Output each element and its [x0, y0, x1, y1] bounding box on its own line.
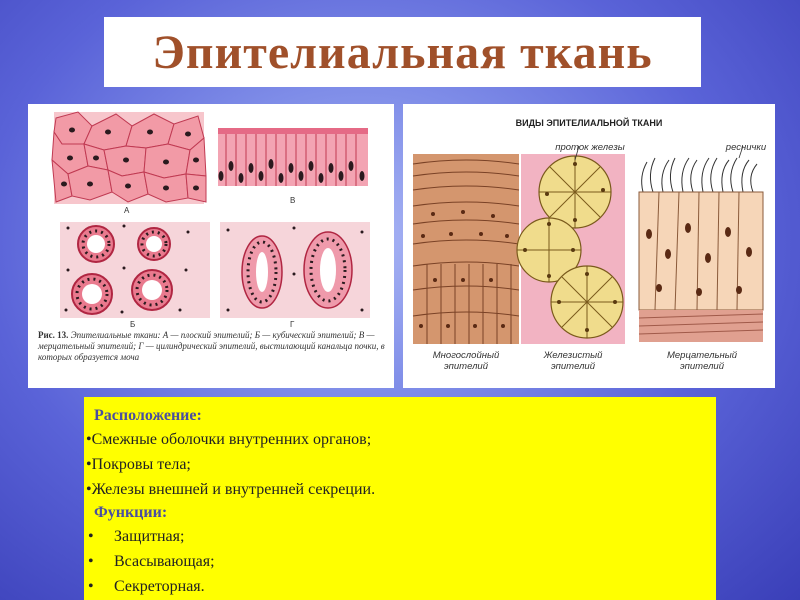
function-item-label: Секреторная.	[114, 578, 205, 595]
label-ciliated-line1: Мерцательный	[666, 350, 738, 361]
label-glandular-line2: эпителий	[551, 361, 595, 372]
label-stratified-line1: Многослойный	[432, 350, 500, 361]
function-item	[88, 574, 716, 599]
annotation-cilia: реснички	[725, 142, 767, 153]
figure-caption	[38, 330, 388, 363]
location-heading: Расположение:	[94, 407, 202, 424]
stratified-epithelium-drawing	[413, 154, 519, 344]
label-glandular	[523, 350, 623, 372]
figure-letter-b: Б	[130, 320, 136, 329]
caption-label: Рис. 13.	[38, 330, 69, 340]
location-item: •Железы внешней и внутренней секреции.	[86, 481, 376, 498]
function-item	[88, 549, 716, 574]
function-item-label: Всасывающая;	[114, 553, 215, 570]
ciliated-columnar-drawing	[639, 146, 763, 342]
glandular-epithelium-drawing	[517, 146, 625, 344]
right-figure-title: ВИДЫ ЭПИТЕЛИАЛЬНОЙ ТКАНИ	[515, 118, 663, 128]
location-item: •Смежные оболочки внутренних органов;	[86, 431, 372, 448]
figure-letter-v: В	[290, 196, 296, 205]
info-box	[84, 397, 716, 600]
ciliated-epithelium-drawing	[218, 128, 368, 186]
kidney-tubule-drawing	[220, 222, 370, 318]
label-stratified	[411, 350, 521, 372]
cuboidal-epithelium-drawing	[60, 222, 210, 318]
caption-text: Эпителиальные ткани: А — плоский эпителий; Б — кубический эпителий; В — мерцательный эпителий; Г — цилиндрический эпителий, выстилающий канальца почки, в которых образуется моча	[38, 330, 385, 362]
bullet-icon: •	[88, 528, 94, 545]
page-title: Эпителиальная ткань	[152, 25, 653, 79]
function-item	[88, 524, 716, 549]
bullet-icon: •	[88, 553, 94, 570]
label-glandular-line1: Железистый	[543, 350, 603, 361]
right-illustration	[403, 104, 775, 388]
label-ciliated	[639, 350, 765, 372]
squamous-epithelium-drawing	[52, 112, 206, 204]
location-item: •Покровы тела;	[86, 456, 191, 473]
function-item-label: Защитная;	[114, 528, 185, 545]
annotation-gland-duct: проток железы	[555, 142, 625, 153]
figure-letter-a: А	[124, 206, 130, 215]
title-box	[104, 17, 701, 87]
label-ciliated-line2: эпителий	[680, 361, 724, 372]
figure-letter-g: Г	[290, 320, 295, 329]
label-stratified-line2: эпителий	[444, 361, 488, 372]
left-illustration	[28, 104, 394, 388]
bullet-icon: •	[88, 578, 94, 595]
functions-heading: Функции:	[94, 504, 168, 521]
